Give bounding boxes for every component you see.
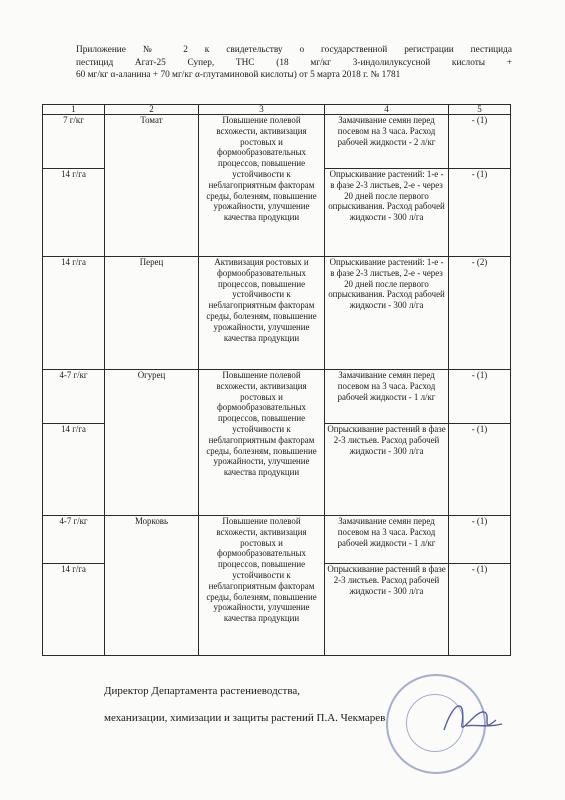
crop-cell: Томат	[105, 115, 199, 257]
table-row	[43, 115, 511, 169]
header-line-3: 60 мг/кг α-аланина + 70 мг/кг α-глутаминовой кислоты) от 5 марта 2018 г. № 1781	[76, 70, 401, 81]
crop-cell: Морковь	[105, 516, 199, 656]
note-cell: - (1)	[449, 564, 511, 656]
dose-cell: 7 г/кг	[43, 115, 105, 169]
method-cell: Замачивание семян перед посевом на 3 часа. Расход рабочей жидкости - 1 л/кг	[325, 516, 449, 564]
signatory-title-line-1: Директор Департамента растениеводства,	[104, 685, 301, 697]
method-cell: Опрыскивание растений: 1-е - в фазе 2-3 листьев, 2-е - через 20 дней после первого опрыскивания. Расход рабочей жидкости - 300 л/га	[325, 257, 449, 370]
column-number: 5	[449, 105, 511, 115]
handwritten-signature	[436, 690, 506, 750]
method-cell: Замачивание семян перед посевом на 3 часа. Расход рабочей жидкости - 2 л/кг	[325, 115, 449, 169]
note-cell: - (1)	[449, 370, 511, 424]
method-cell: Опрыскивание растений: 1-е - в фазе 2-3 листьев, 2-е - через 20 дней после первого опрыскивания. Расход рабочей жидкости - 300 л/га	[325, 169, 449, 257]
dose-cell: 14 г/га	[43, 257, 105, 370]
note-cell: - (1)	[449, 115, 511, 169]
column-number: 3	[199, 105, 325, 115]
method-cell: Опрыскивание растений в фазе 2-3 листьев. Расход рабочей жидкости - 300 л/га	[325, 424, 449, 516]
crop-cell: Перец	[105, 257, 199, 370]
dose-cell: 4-7 г/кг	[43, 370, 105, 424]
dose-cell: 14 г/га	[43, 424, 105, 516]
column-number: 2	[105, 105, 199, 115]
signatory-title-line-2: механизации, химизации и защиты растений П.А. Чекмарев	[104, 712, 386, 724]
dose-cell: 14 г/га	[43, 169, 105, 257]
column-number: 1	[43, 105, 105, 115]
table-row	[43, 257, 511, 370]
dose-cell: 14 г/га	[43, 564, 105, 656]
column-number-row	[43, 105, 511, 115]
note-cell: - (1)	[449, 516, 511, 564]
dose-cell: 4-7 г/кг	[43, 516, 105, 564]
crop-cell: Огурец	[105, 370, 199, 516]
note-cell: - (1)	[449, 169, 511, 257]
column-number: 4	[325, 105, 449, 115]
purpose-cell: Повышение полевой всхожести, активизация ростовых и формообразовательных процессов, повышение устойчивости к неблагоприятным факторам среды, болезням, повышение урожайности, улучшение качества продукции	[199, 115, 325, 257]
method-cell: Замачивание семян перед посевом на 3 часа. Расход рабочей жидкости - 1 л/кг	[325, 370, 449, 424]
document-header	[76, 44, 512, 82]
header-line-1: Приложение № 2 к свидетельству о государственной регистрации пестицида	[76, 45, 512, 55]
table-row	[43, 370, 511, 424]
table-row	[43, 516, 511, 564]
note-cell: - (2)	[449, 257, 511, 370]
purpose-cell: Активизация ростовых и формообразовательных процессов, повышение устойчивости к неблагоприятным факторам среды, болезням, повышение урожайности, улучшение качества продукции	[199, 257, 325, 370]
method-cell: Опрыскивание растений в фазе 2-3 листьев. Расход рабочей жидкости - 300 л/га	[325, 564, 449, 656]
header-line-2: пестицид Агат-25 Супер, ТНС (18 мг/кг 3-индолилуксусной кислоты +	[76, 57, 512, 68]
note-cell: - (1)	[449, 424, 511, 516]
regulations-table	[42, 104, 511, 656]
purpose-cell: Повышение полевой всхожести, активизация ростовых и формообразовательных процессов, повышение устойчивости к неблагоприятным факторам среды, болезням, повышение урожайности, улучшение качества продукции	[199, 370, 325, 516]
purpose-cell: Повышение полевой всхожести, активизация ростовых и формообразовательных процессов, повышение устойчивости к неблагоприятным факторам среды, болезням, повышение урожайности, улучшение качества продукции	[199, 516, 325, 656]
